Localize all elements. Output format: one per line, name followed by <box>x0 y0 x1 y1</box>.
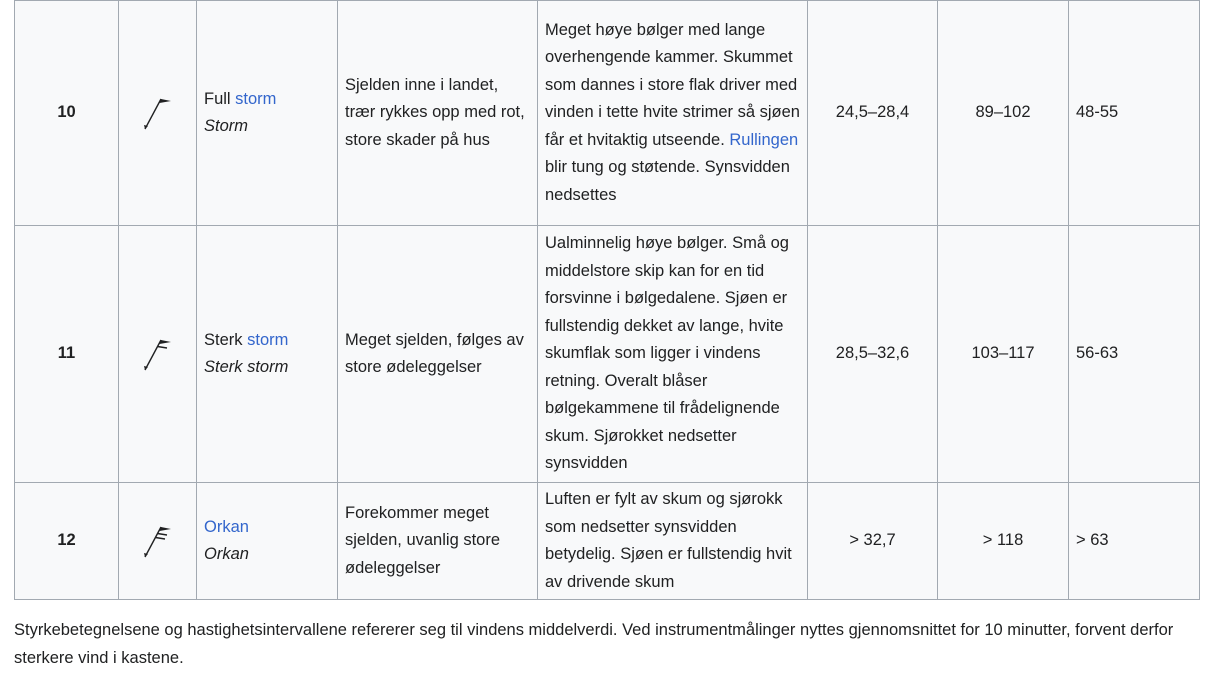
norwegian-name: Sterk storm <box>204 358 289 376</box>
sea-effect-text: Meget høye bølger med lange overhengende kammer. Skummet som dannes i store flak driver med vinden i tette hvite strimer så sjøen får et hvitaktig utseende. <box>545 20 800 149</box>
name-cell <box>197 1 338 226</box>
land-effect-cell: Sjelden inne i landet, trær rykkes opp med rot, store skader på hus <box>338 1 538 226</box>
speed-knots-cell: 48-55 <box>1069 1 1200 226</box>
force-cell: 11 <box>15 226 119 483</box>
barb-cell <box>119 226 197 483</box>
sea-effect-text-end: blir tung og støtende. Synsvidden nedsettes <box>545 158 790 204</box>
beaufort-table-wrapper <box>14 0 1199 600</box>
land-effect-cell: Meget sjelden, følges av store ødeleggelser <box>338 226 538 483</box>
storm-link[interactable]: storm <box>235 89 277 108</box>
land-effect-cell: Forekommer meget sjelden, uvanlig store ødeleggelser <box>338 483 538 600</box>
speed-ms-cell: 28,5–32,6 <box>808 226 938 483</box>
speed-kmh-cell: 103–117 <box>938 226 1069 483</box>
wind-barb-11-icon <box>141 334 175 374</box>
barb-cell <box>119 1 197 226</box>
norwegian-name: Orkan <box>204 545 249 563</box>
speed-ms-cell: > 32,7 <box>808 483 938 600</box>
table-row <box>15 226 1200 483</box>
rullingen-link[interactable]: Rullingen <box>729 130 799 149</box>
orkan-link[interactable]: Orkan <box>204 517 249 536</box>
speed-knots-cell: 56-63 <box>1069 226 1200 483</box>
table-row <box>15 1 1200 226</box>
speed-kmh-cell: 89–102 <box>938 1 1069 226</box>
sea-effect-cell <box>538 1 808 226</box>
barb-cell <box>119 483 197 600</box>
speed-knots-cell: > 63 <box>1069 483 1200 600</box>
storm-link[interactable]: storm <box>247 330 289 349</box>
beaufort-table <box>14 0 1200 600</box>
footnote: Styrkebetegnelsene og hastighetsintervallene refererer seg til vindens middelverdi. Ved instrumentmålinger nyttes gjennomsnittet for 10 minutter, forvent derfor sterkere vind i kastene. <box>14 621 1174 667</box>
norwegian-name: Storm <box>204 117 249 135</box>
name-prefix: Full <box>204 89 236 108</box>
name-cell <box>197 483 338 600</box>
speed-kmh-cell: > 118 <box>938 483 1069 600</box>
wind-barb-12-icon <box>141 521 175 561</box>
table-row <box>15 483 1200 600</box>
force-cell: 10 <box>15 1 119 226</box>
sea-effect-cell: Luften er fylt av skum og sjørokk som nedsetter synsvidden betydelig. Sjøen er fullstendig hvit av drivende skum <box>538 483 808 600</box>
name-cell <box>197 226 338 483</box>
name-prefix: Sterk <box>204 330 248 349</box>
wind-barb-10-icon <box>141 93 175 133</box>
sea-effect-cell: Ualminnelig høye bølger. Små og middelstore skip kan for en tid forsvinne i bølgedalene. Sjøen er fullstendig dekket av lange, hvite skumflak som ligger i vindens retning. Overalt blåser bølgekammene til frådelignende skum. Sjørokket nedsetter synsvidden <box>538 226 808 483</box>
speed-ms-cell: 24,5–28,4 <box>808 1 938 226</box>
force-cell: 12 <box>15 483 119 600</box>
